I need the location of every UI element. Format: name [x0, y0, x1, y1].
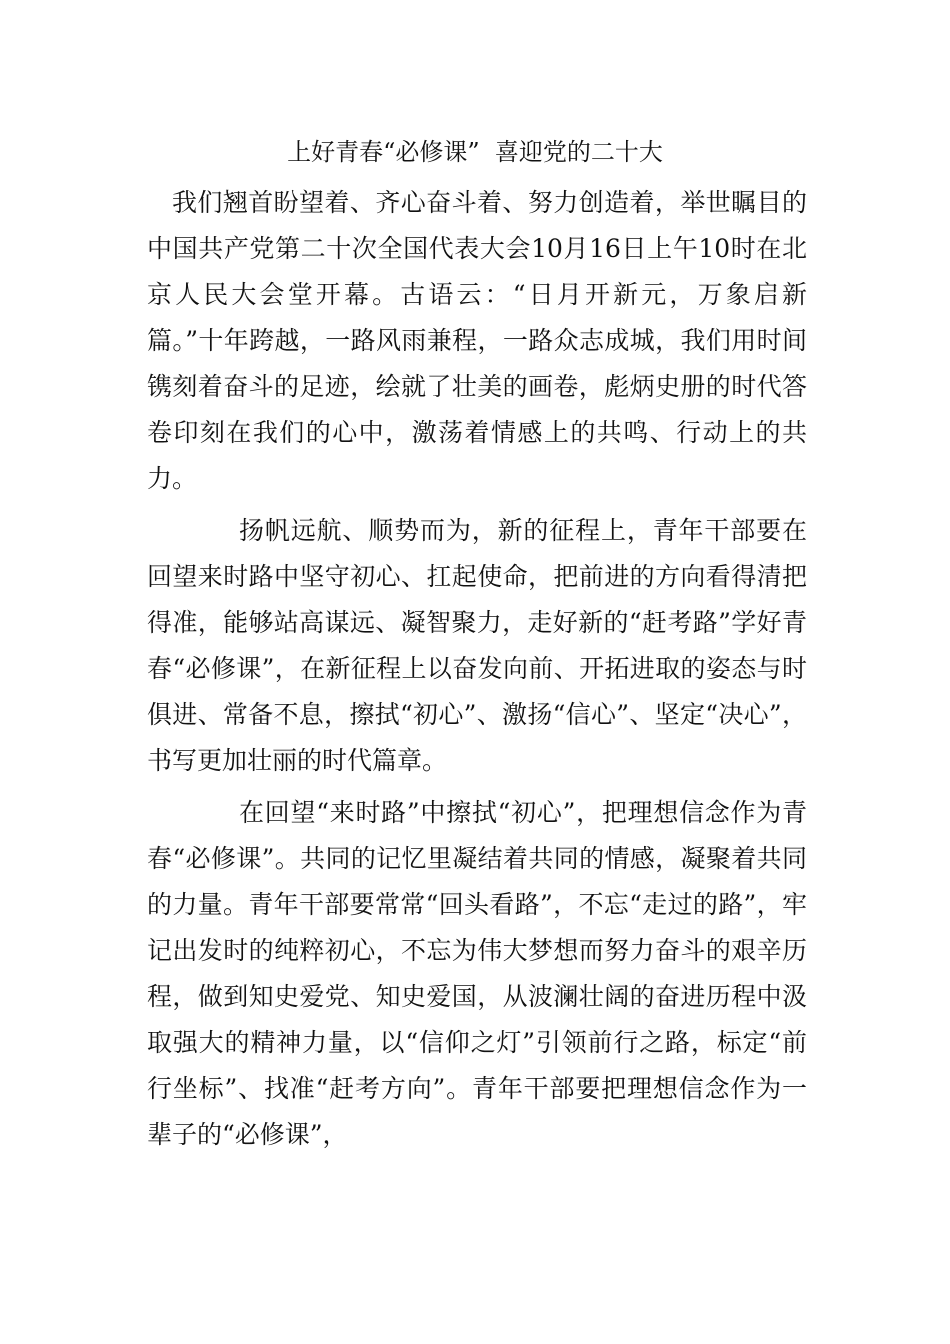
paragraph-3: 在回望“来时路”中擦拭“初心”，把理想信念作为青春“必修课”。共同的记忆里凝结着共同的情感，凝聚着共同的力量。青年干部要常常“回头看路”，不忘“走过的路”，牢记出发时的纯粹初心，不忘为伟大梦想而努力奋斗的艰辛历程，做到知史爱党、知史爱国，从波澜壮阔的奋进历程中汲取强大的精神力量，以“信仰之灯”引领前行之路，标定“前行坐标”、找准“赶考方向”。青年干部要把理想信念作为一辈子的“必修课”， [147, 798, 807, 1149]
paragraph-1: 我们翘首盼望着、齐心奋斗着、努力创造着，举世瞩目的中国共产党第二十次全国代表大会10月16日上午10时在北京人民大会堂开幕。古语云：“日月开新元，万象启新篇。”十年跨越，一路风雨兼程，一路众志成城，我们用时间镌刻着奋斗的足迹，绘就了壮美的画卷，彪炳史册的时代答卷印刻在我们的心中，激荡着情感上的共鸣、行动上的共力。 [147, 188, 807, 493]
document-body [147, 180, 807, 1158]
document-title: 上好青春“必修课” 喜迎党的二十大 [287, 138, 663, 166]
paragraph-2: 扬帆远航、顺势而为，新的征程上，青年干部要在回望来时路中坚守初心、扛起使命，把前进的方向看得清把得准，能够站高谋远、凝智聚力，走好新的“赶考路”学好青春“必修课”，在新征程上以奋发向前、开拓进取的姿态与时俱进、常备不息，擦拭“初心”、激扬“信心”、坚定“决心”，书写更加壮丽的时代篇章。 [147, 516, 807, 775]
